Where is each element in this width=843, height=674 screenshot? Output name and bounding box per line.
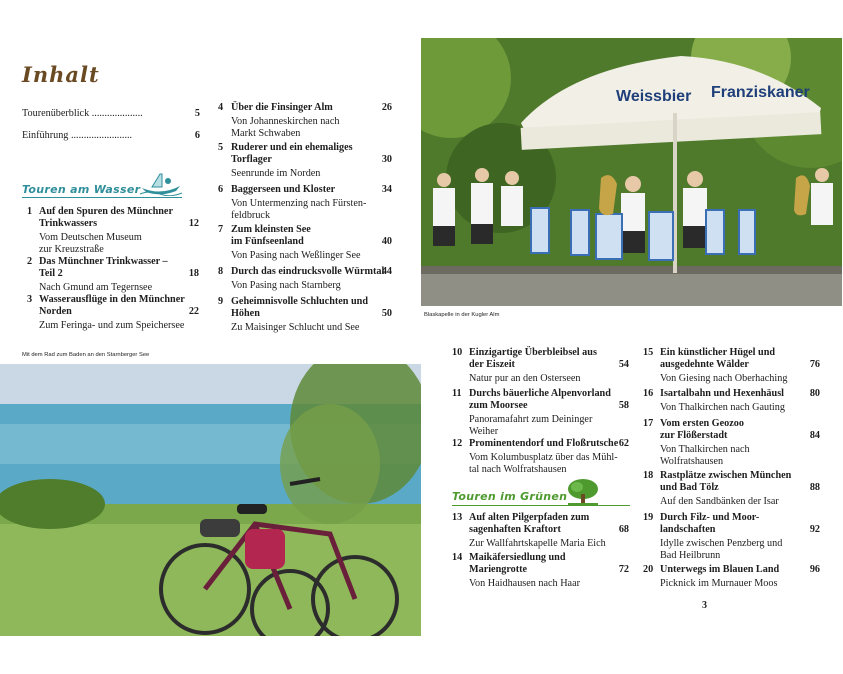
boat-icon [138, 170, 184, 196]
section-heading-water: Touren am Wasser [22, 183, 141, 196]
section-rule-water [22, 197, 182, 198]
toc-entry-13: 13 Auf alten Pilgerpfaden zum sagenhaften Kraftort Zur Wallfahrtskapelle Maria Eich 68 [452, 512, 629, 549]
section-heading-green: Touren im Grünen [452, 490, 568, 503]
section-rule-green [452, 505, 630, 506]
toc-entry-18: 18 Rastplätze zwischen München und Bad Tölz Auf den Sandbänken der Isar 88 [643, 470, 820, 507]
toc-entry-introduction: Einführung ........................ 6 [22, 130, 200, 141]
bike-photo-caption: Mit dem Rad zum Baden an den Starnberger See [22, 352, 150, 358]
toc-entry-14: 14 Maikäfersiedlung und Mariengrotte Von Haidhausen nach Haar 72 [452, 552, 629, 589]
toc-entry-15: 15 Ein künstlicher Hügel und ausgedehnte Wälder Von Giesing nach Oberhaching 76 [643, 347, 820, 384]
toc-entry-2: 2 Das Münchner Trinkwasser – Teil 2 Nach Gmund am Tegernsee 18 [27, 256, 199, 293]
toc-entry-9: 9 Geheimnisvolle Schluchten und Höhen Zu Maisinger Schlucht und See 50 [218, 296, 392, 333]
toc-entry-overview: Tourenüberblick .................... 5 [22, 108, 200, 119]
page-number: 3 [702, 600, 707, 611]
toc-entry-20: 20 Unterwegs im Blauen Land Picknick im Murnauer Moos 96 [643, 564, 820, 589]
tree-icon [566, 478, 600, 506]
bike-photo [0, 364, 421, 636]
band-photo-caption: Blaskapelle in der Kugler Alm [424, 312, 500, 318]
toc-entry-8: 8 Durch das eindrucksvolle Würmtal Von Pasing nach Starnberg 44 [218, 266, 392, 291]
toc-entry-4: 4 Über die Finsinger Alm Von Johanneskirchen nach Markt Schwaben 26 [218, 102, 392, 139]
toc-entry-10: 10 Einzigartige Überbleibsel aus der Eiszeit Natur pur an den Osterseen 54 [452, 347, 629, 384]
toc-entry-6: 6 Baggerseen und Kloster Von Untermenzing nach Fürsten- feldbruck 34 [218, 184, 392, 221]
toc-entry-12: 12 Prominentendorf und Floßrutsche Vom Kolumbusplatz über das Mühl- tal nach Wolfratshausen 62 [452, 438, 629, 475]
umbrella-brand-weissbier: Weissbier [616, 88, 692, 105]
toc-entry-1: 1 Auf den Spuren des Münchner Trinkwassers Vom Deutschen Museum zur Kreuzstraße 12 [27, 206, 199, 255]
toc-entry-19: 19 Durch Filz- und Moor- landschaften Idylle zwischen Penzberg und Bad Heilbrunn 92 [643, 512, 820, 561]
toc-entry-17: 17 Vom ersten Geozoo zur Flößerstadt Von Thalkirchen nach Wolfratshausen 84 [643, 418, 820, 467]
umbrella-brand-franziskaner: Franziskaner [711, 84, 810, 101]
toc-entry-5: 5 Ruderer und ein ehemaliges Torflager Seenrunde im Norden 30 [218, 142, 392, 179]
toc-entry-11: 11 Durchs bäuerliche Alpenvorland zum Moorsee Panoramafahrt zum Deininger Weiher 58 [452, 388, 629, 437]
toc-entry-16: 16 Isartalbahn und Hexenhäusl Von Thalkirchen nach Gauting 80 [643, 388, 820, 413]
toc-entry-3: 3 Wasserausflüge in den Münchner Norden Zum Feringa- und zum Speichersee 22 [27, 294, 199, 331]
contents-heading: Inhalt [22, 62, 100, 87]
toc-entry-7: 7 Zum kleinsten See im Fünfseenland Von Pasing nach Weßlinger See 40 [218, 224, 392, 261]
band-photo [421, 38, 842, 306]
